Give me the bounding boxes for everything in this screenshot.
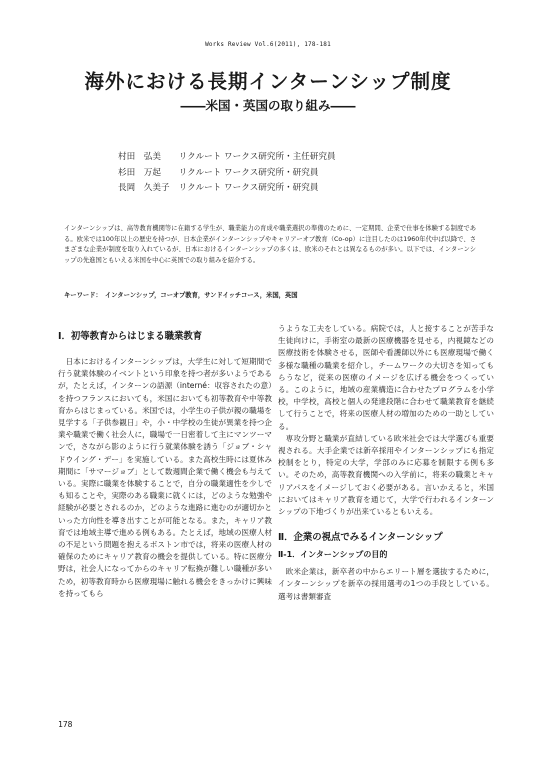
abstract: インターンシップは、高等教育機関等に在籍する学生が、職業能力の育成や職業選択の準備のために、一定期間、企業で仕事を体験する制度である。欧米では100年以上の歴史を持つが、日本企業がインターンシップやキャリアーオブ教育（Co-op）に注目したのは1960年代中ば以降で、さまざまな企業が制度を取り入れているが、日本におけるインターンシップの多くは、欧米のそれとは異なるものが多い。以下では、インターンシップの先進国ともいえる米国を中心に英国での取り組みを紹介する。 bbox=[64, 225, 476, 264]
right-column bbox=[278, 323, 494, 603]
body-paragraph: うような工夫をしている。病院では，人と接することが苦手な生徒向けに，手術室の最新の医療機器を見せる，内視鏡などの医療技術を体験させる，医師や看護師以外にも医療現場で働く多様な職種の職業を紹介し，チームワークの大切さを知ってもらうなど，従来の医療のイメージを広げる機会をつくっている。このように，地域の産業構造に合わせたプログラムを小学校，中学校，高校と個人の発達段階に合わせて職業教育を継続して行うことで，将来の医療人材の増加のための一助としている。 bbox=[278, 324, 494, 431]
author-name: 杉田 万起 bbox=[118, 167, 161, 178]
author-affiliation: リクルート ワークス研究所・研究員 bbox=[178, 167, 319, 178]
author-affiliation: リクルート ワークス研究所・研究員 bbox=[178, 183, 319, 193]
author-line bbox=[118, 166, 458, 182]
section-heading: Ⅰ．初等教育からはじまる職業教育 bbox=[58, 331, 203, 342]
body-paragraph: 専攻分野と職業が直結している欧米社会では大学選びも重要視される。大手企業では新卒採用やインターンシップにも指定校制をとり，特定の大学，学部のみに応募を制限する例も多い。そのため，高等教育機関への入学前に，将来の職業とキャリアパスをイメージしておく必要がある。言いかえると，米国においてはキャリア教育を通じて，大学で行われるインターンシップの下地づくりが出来ているともいえる。 bbox=[278, 433, 494, 517]
spacer bbox=[278, 518, 494, 531]
author-affiliation: リクルート ワークス研究所・主任研究員 bbox=[178, 152, 336, 162]
author-line bbox=[118, 181, 458, 197]
paper-title: 海外における長期インターンシップ制度 bbox=[84, 70, 452, 93]
author-name: 長岡 久美子 bbox=[118, 183, 170, 193]
body-paragraph: 日本におけるインターンシップは，大学生に対して短期間で行う就業体験のイベントという印象を持つ者が多いようであるが，たとえば，インターンの語源（interné：収容されたの意）を持つフランスにおいても，米国においても初等教育や中等教育からはじまっている。米国では，小学生の子供が親の職場を見学する「子供参観日」や，小・中学校の生徒が異業を持つ企業や職業で働く社会人に，職場で一日密着して主にマンツーマンで，さながら影のように行う就業体験を誘う「ジョブ・シャドウイング・デー」を実施している。また高校生時には夏休み期間に「サマージョブ」として数週間企業で働く機会も与えている。実際に職業を体験することで，自分の職業適性を少しでも知ることや，実際のある職業に就くには，どのような勉強や経験が必要とされるのか，どのような進路に進むのが適切かといった方向性を導き出すことが可能となる。また，キャリア教育では地域主導で進める例もある。たとえば，地域の医療人材の不足という問題を抱えるボストン市では，将来の医療人材の確保のためにキャリア教育の機会を提供している。特に医療分野は，社会人になってからのキャリア転換が難しい職種が多いため，初等教育時から医療現場に触れる機会をきっかけに興味を持ってもら bbox=[58, 357, 272, 598]
body-paragraph: 欧米企業は，新卒者の中からエリート層を選抜するために，インターンシップを新卒の採用選考の1つの手段としている。選考は書類審査 bbox=[278, 567, 494, 601]
left-column bbox=[58, 330, 272, 600]
section-heading: Ⅱ．企業の視点でみるインターンシップ bbox=[278, 532, 443, 544]
author-list bbox=[118, 150, 458, 197]
author-name: 村田 弘美 bbox=[118, 152, 161, 162]
paper-subtitle: ――米国・英国の取り組み―― bbox=[180, 98, 356, 113]
author-line bbox=[118, 150, 458, 166]
journal-header: Works Review Vol.6(2011), 178-181 bbox=[205, 41, 331, 48]
subsection-heading: Ⅱ-1．インターンシップの目的 bbox=[278, 550, 388, 560]
page-number: 178 bbox=[58, 720, 73, 729]
keywords: キーワード： インターンシップ，コーオプ教育，サンドイッチコース，米国，英国 bbox=[64, 292, 298, 299]
